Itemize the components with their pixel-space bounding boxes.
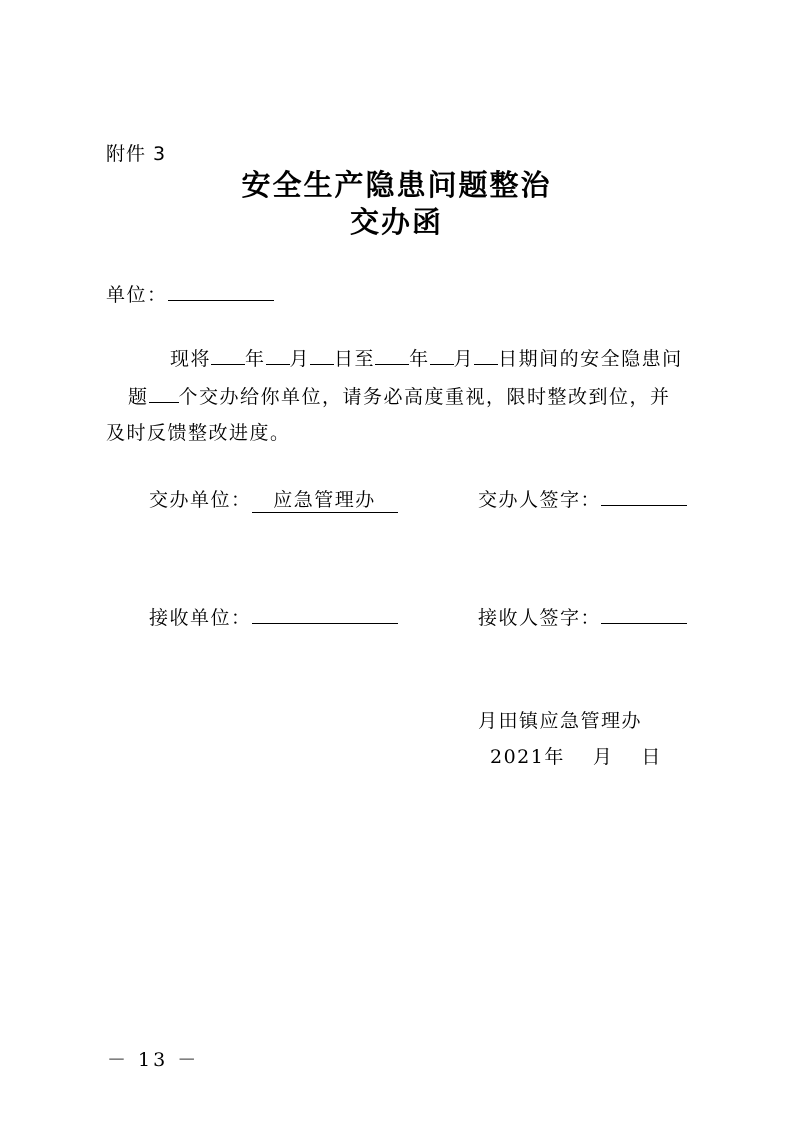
issue-date: 2021年 月 日 <box>490 746 662 768</box>
assign-sign-row <box>478 485 687 512</box>
assign-unit-value: 应急管理办 <box>252 485 398 513</box>
assign-sign-label: 交办人签字： <box>478 489 602 511</box>
receive-sign-blank <box>601 622 687 624</box>
blank-start-day <box>310 363 334 365</box>
receive-unit-label: 接收单位： <box>149 607 252 629</box>
issuer-name: 月田镇应急管理办 <box>478 710 643 732</box>
assign-unit-row <box>149 485 398 513</box>
body-line-3: 及时反馈整改进度。 <box>106 422 291 444</box>
blank-end-month <box>430 363 454 365</box>
blank-end-day <box>474 363 498 365</box>
receive-sign-label: 接收人签字： <box>478 607 602 629</box>
receive-sign-row <box>478 603 687 630</box>
assign-sign-blank <box>601 504 687 506</box>
assign-unit-label: 交办单位： <box>149 489 252 511</box>
blank-start-year <box>211 363 245 365</box>
unit-label: 单位： <box>106 284 168 306</box>
unit-row <box>106 280 274 307</box>
page-number: － 13 － <box>107 1049 200 1071</box>
blank-end-year <box>375 363 409 365</box>
receive-unit-row <box>149 603 398 630</box>
attachment-label: 附件 3 <box>106 143 167 165</box>
document-title: 安全生产隐患问题整治 <box>241 168 552 202</box>
date-year: 2021 <box>490 746 545 768</box>
document-subtitle: 交办函 <box>349 205 443 239</box>
body-line-2: 题 个交办给你单位，请务必高度重视，限时整改到位，并 <box>128 386 671 408</box>
unit-blank <box>168 299 274 301</box>
receive-unit-blank <box>252 622 398 624</box>
blank-start-month <box>266 363 290 365</box>
blank-count <box>149 401 179 403</box>
body-line-1: 现将 年 月 日至 年 月 日期间的安全隐患问 <box>170 348 683 370</box>
